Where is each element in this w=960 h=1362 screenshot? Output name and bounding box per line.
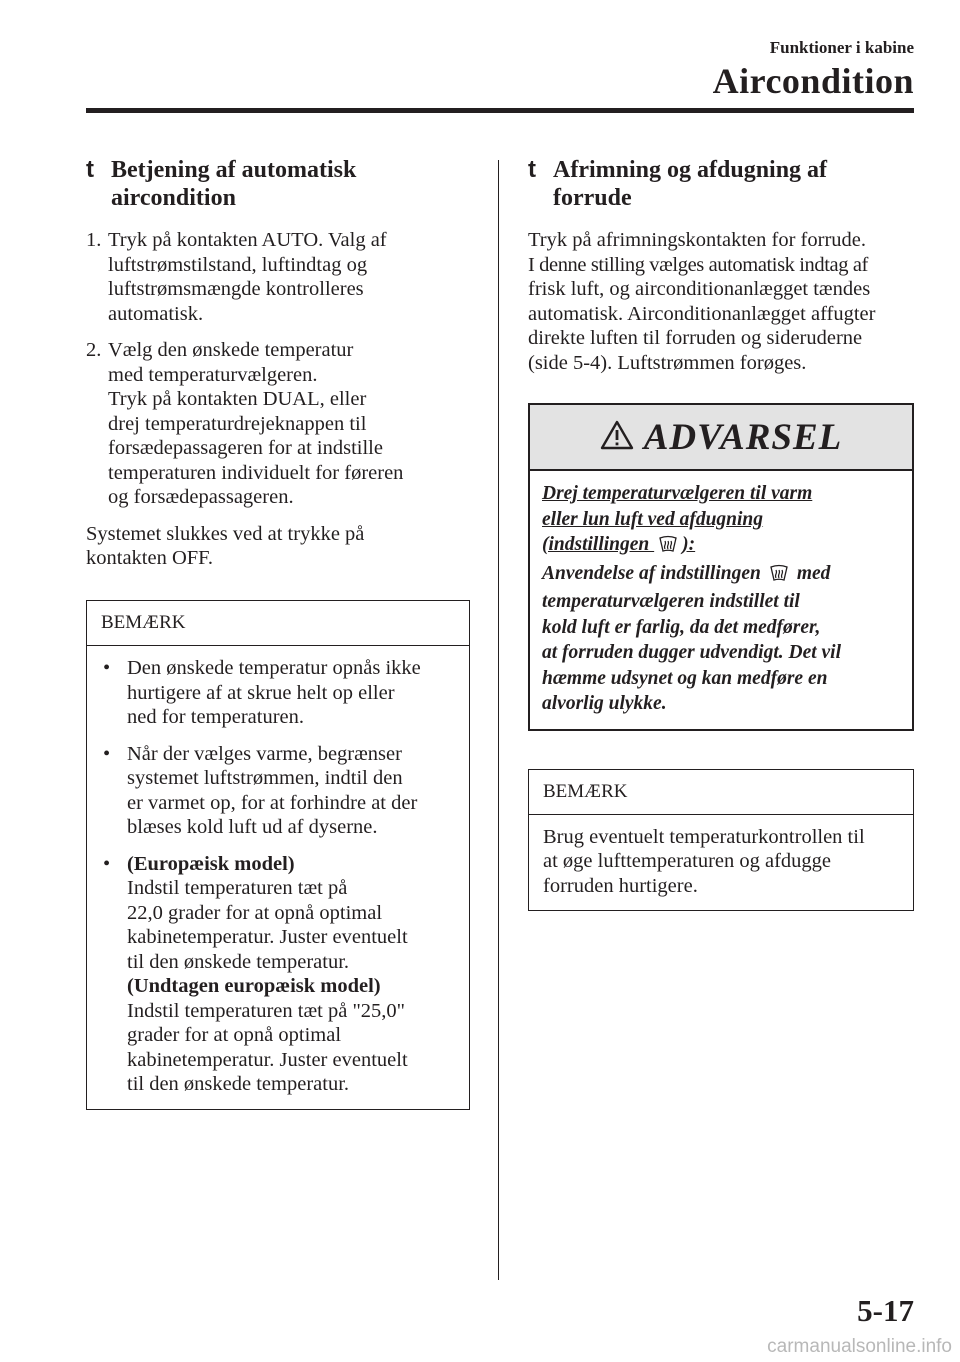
- note-subheading: (Undtagen europæisk model): [127, 975, 381, 997]
- note-subheading: (Europæisk model): [127, 852, 295, 875]
- steps-list: [86, 228, 470, 510]
- warning-text: Anvendelse af indstillingen: [542, 562, 761, 584]
- heading-marker: t: [528, 156, 536, 183]
- heading-line: Afrimning og afdugning af: [553, 157, 828, 183]
- section-heading-defrost: [528, 156, 914, 212]
- section-heading-auto-ac: [86, 156, 470, 212]
- paragraph-line: Tryk på afrimningskontakten for forrude.: [528, 229, 866, 251]
- paragraph-line: (side 5-4). Luftstrømmen forøges.: [528, 351, 807, 374]
- off-paragraph: [86, 522, 470, 571]
- note-line: systemet luftstrømmen, indtil den: [127, 767, 403, 789]
- warning-line: kold luft er farlig, da det medfører,: [542, 616, 821, 638]
- warning-box: [528, 403, 914, 731]
- note-line: kabinetemperatur. Juster eventuelt: [127, 1048, 408, 1071]
- note-line: Den ønskede temperatur opnås ikke: [127, 657, 421, 679]
- step-line: med temperaturvælgeren.: [108, 363, 318, 386]
- warning-title: ADVARSEL: [643, 416, 843, 458]
- note-line: hurtigere af at skrue helt op eller: [127, 681, 395, 704]
- warning-underlined-line: [542, 534, 695, 555]
- column-divider: [498, 160, 499, 1280]
- note-box-left: [86, 600, 470, 1110]
- step-line: luftstrømstilstand, luftindtag og: [108, 253, 368, 276]
- warning-triangle-icon: [600, 420, 634, 455]
- note-line: ned for temperaturen.: [127, 706, 305, 728]
- watermark-text: carmanualsonline.info: [767, 1336, 952, 1357]
- paragraph-line: I denne stilling vælges automatisk indtag af: [528, 253, 868, 276]
- step-item: [86, 228, 470, 326]
- step-line: drej temperaturdrejeknappen til: [108, 412, 367, 435]
- warning-header: [530, 405, 912, 471]
- step-line: forsædepassageren for at indstille: [108, 437, 383, 459]
- note-line: til den ønskede temperatur.: [127, 950, 350, 973]
- note-line: Brug eventuelt temperaturkontrollen til: [543, 825, 865, 848]
- step-number: 1.: [86, 229, 102, 251]
- step-line: Tryk på kontakten AUTO. Valg af: [108, 229, 387, 251]
- note-title: BEMÆRK: [87, 601, 469, 646]
- warning-line: hæmme udsynet og kan medføre en: [542, 667, 828, 689]
- defrost-paragraph: [528, 228, 914, 375]
- page-number: 5-17: [857, 1293, 914, 1328]
- windshield-defrost-icon: [769, 564, 789, 590]
- warning-line: temperaturvælgeren indstillet til: [542, 591, 800, 612]
- step-line: automatisk.: [108, 302, 204, 325]
- note-body: [529, 815, 913, 911]
- paragraph-line: direkte luften til forruden og sideruderne: [528, 327, 863, 349]
- warning-body: [530, 471, 912, 729]
- warning-text: (indstillingen: [542, 534, 655, 555]
- note-line: 22,0 grader for at opnå optimal: [127, 901, 383, 924]
- bullet-icon: •: [103, 657, 111, 679]
- note-line: grader for at opnå optimal: [127, 1024, 342, 1046]
- warning-underlined-line: eller lun luft ved afdugning: [542, 508, 764, 530]
- paragraph-line: kontakten OFF.: [86, 547, 214, 569]
- note-line: Når der vælges varme, begrænser: [127, 742, 402, 765]
- paragraph-line: automatisk. Airconditionanlægget affugter: [528, 302, 876, 325]
- header-rule: [86, 108, 914, 113]
- step-item: [86, 338, 470, 510]
- step-line: Tryk på kontakten DUAL, eller: [108, 388, 367, 410]
- heading-line: aircondition: [111, 185, 236, 211]
- step-line: temperaturen individuelt for føreren: [108, 461, 404, 484]
- note-bullet-item: [101, 656, 455, 730]
- heading-line: Betjening af automatisk: [111, 157, 357, 183]
- left-column: [86, 156, 470, 1095]
- warning-underlined-line: Drej temperaturvælgeren til varm: [542, 483, 813, 504]
- note-line: blæses kold luft ud af dyserne.: [127, 816, 378, 838]
- note-line: kabinetemperatur. Juster eventuelt: [127, 926, 408, 948]
- heading-marker: t: [86, 156, 94, 183]
- windshield-defrost-icon: [658, 535, 678, 561]
- warning-text: med: [796, 562, 831, 584]
- note-line: forruden hurtigere.: [543, 874, 698, 897]
- note-body: [87, 646, 469, 1109]
- note-line: til den ønskede temperatur.: [127, 1073, 350, 1095]
- note-box-right: [528, 769, 914, 912]
- warning-line: alvorlig ulykke.: [542, 693, 667, 714]
- note-bullet-item: [101, 852, 455, 1097]
- paragraph-line: Systemet slukkes ved at trykke på: [86, 522, 365, 545]
- paragraph-line: frisk luft, og airconditionanlægget tændes: [528, 278, 871, 300]
- bullet-icon: •: [103, 742, 111, 765]
- note-line: er varmet op, for at forhindre at der: [127, 791, 418, 814]
- note-bullet-item: [101, 742, 455, 840]
- note-line: Indstil temperaturen tæt på: [127, 877, 348, 899]
- heading-line: forrude: [553, 185, 632, 211]
- step-line: og forsædepassageren.: [108, 486, 294, 508]
- warning-text: ):: [682, 534, 696, 555]
- step-line: luftstrømsmængde kontrolleres: [108, 278, 364, 300]
- step-number: 2.: [86, 339, 102, 361]
- note-title: BEMÆRK: [529, 770, 913, 815]
- bullet-icon: •: [103, 852, 111, 875]
- note-line: Indstil temperaturen tæt på "25,0": [127, 999, 406, 1022]
- note-line: at øge lufttemperaturen og afdugge: [543, 850, 832, 872]
- page-title: Aircondition: [712, 61, 914, 101]
- warning-line: at forruden dugger udvendigt. Det vil: [542, 642, 842, 663]
- right-column: [528, 156, 914, 911]
- step-line: Vælg den ønskede temperatur: [108, 339, 354, 361]
- header-section: Funktioner i kabine: [769, 38, 914, 57]
